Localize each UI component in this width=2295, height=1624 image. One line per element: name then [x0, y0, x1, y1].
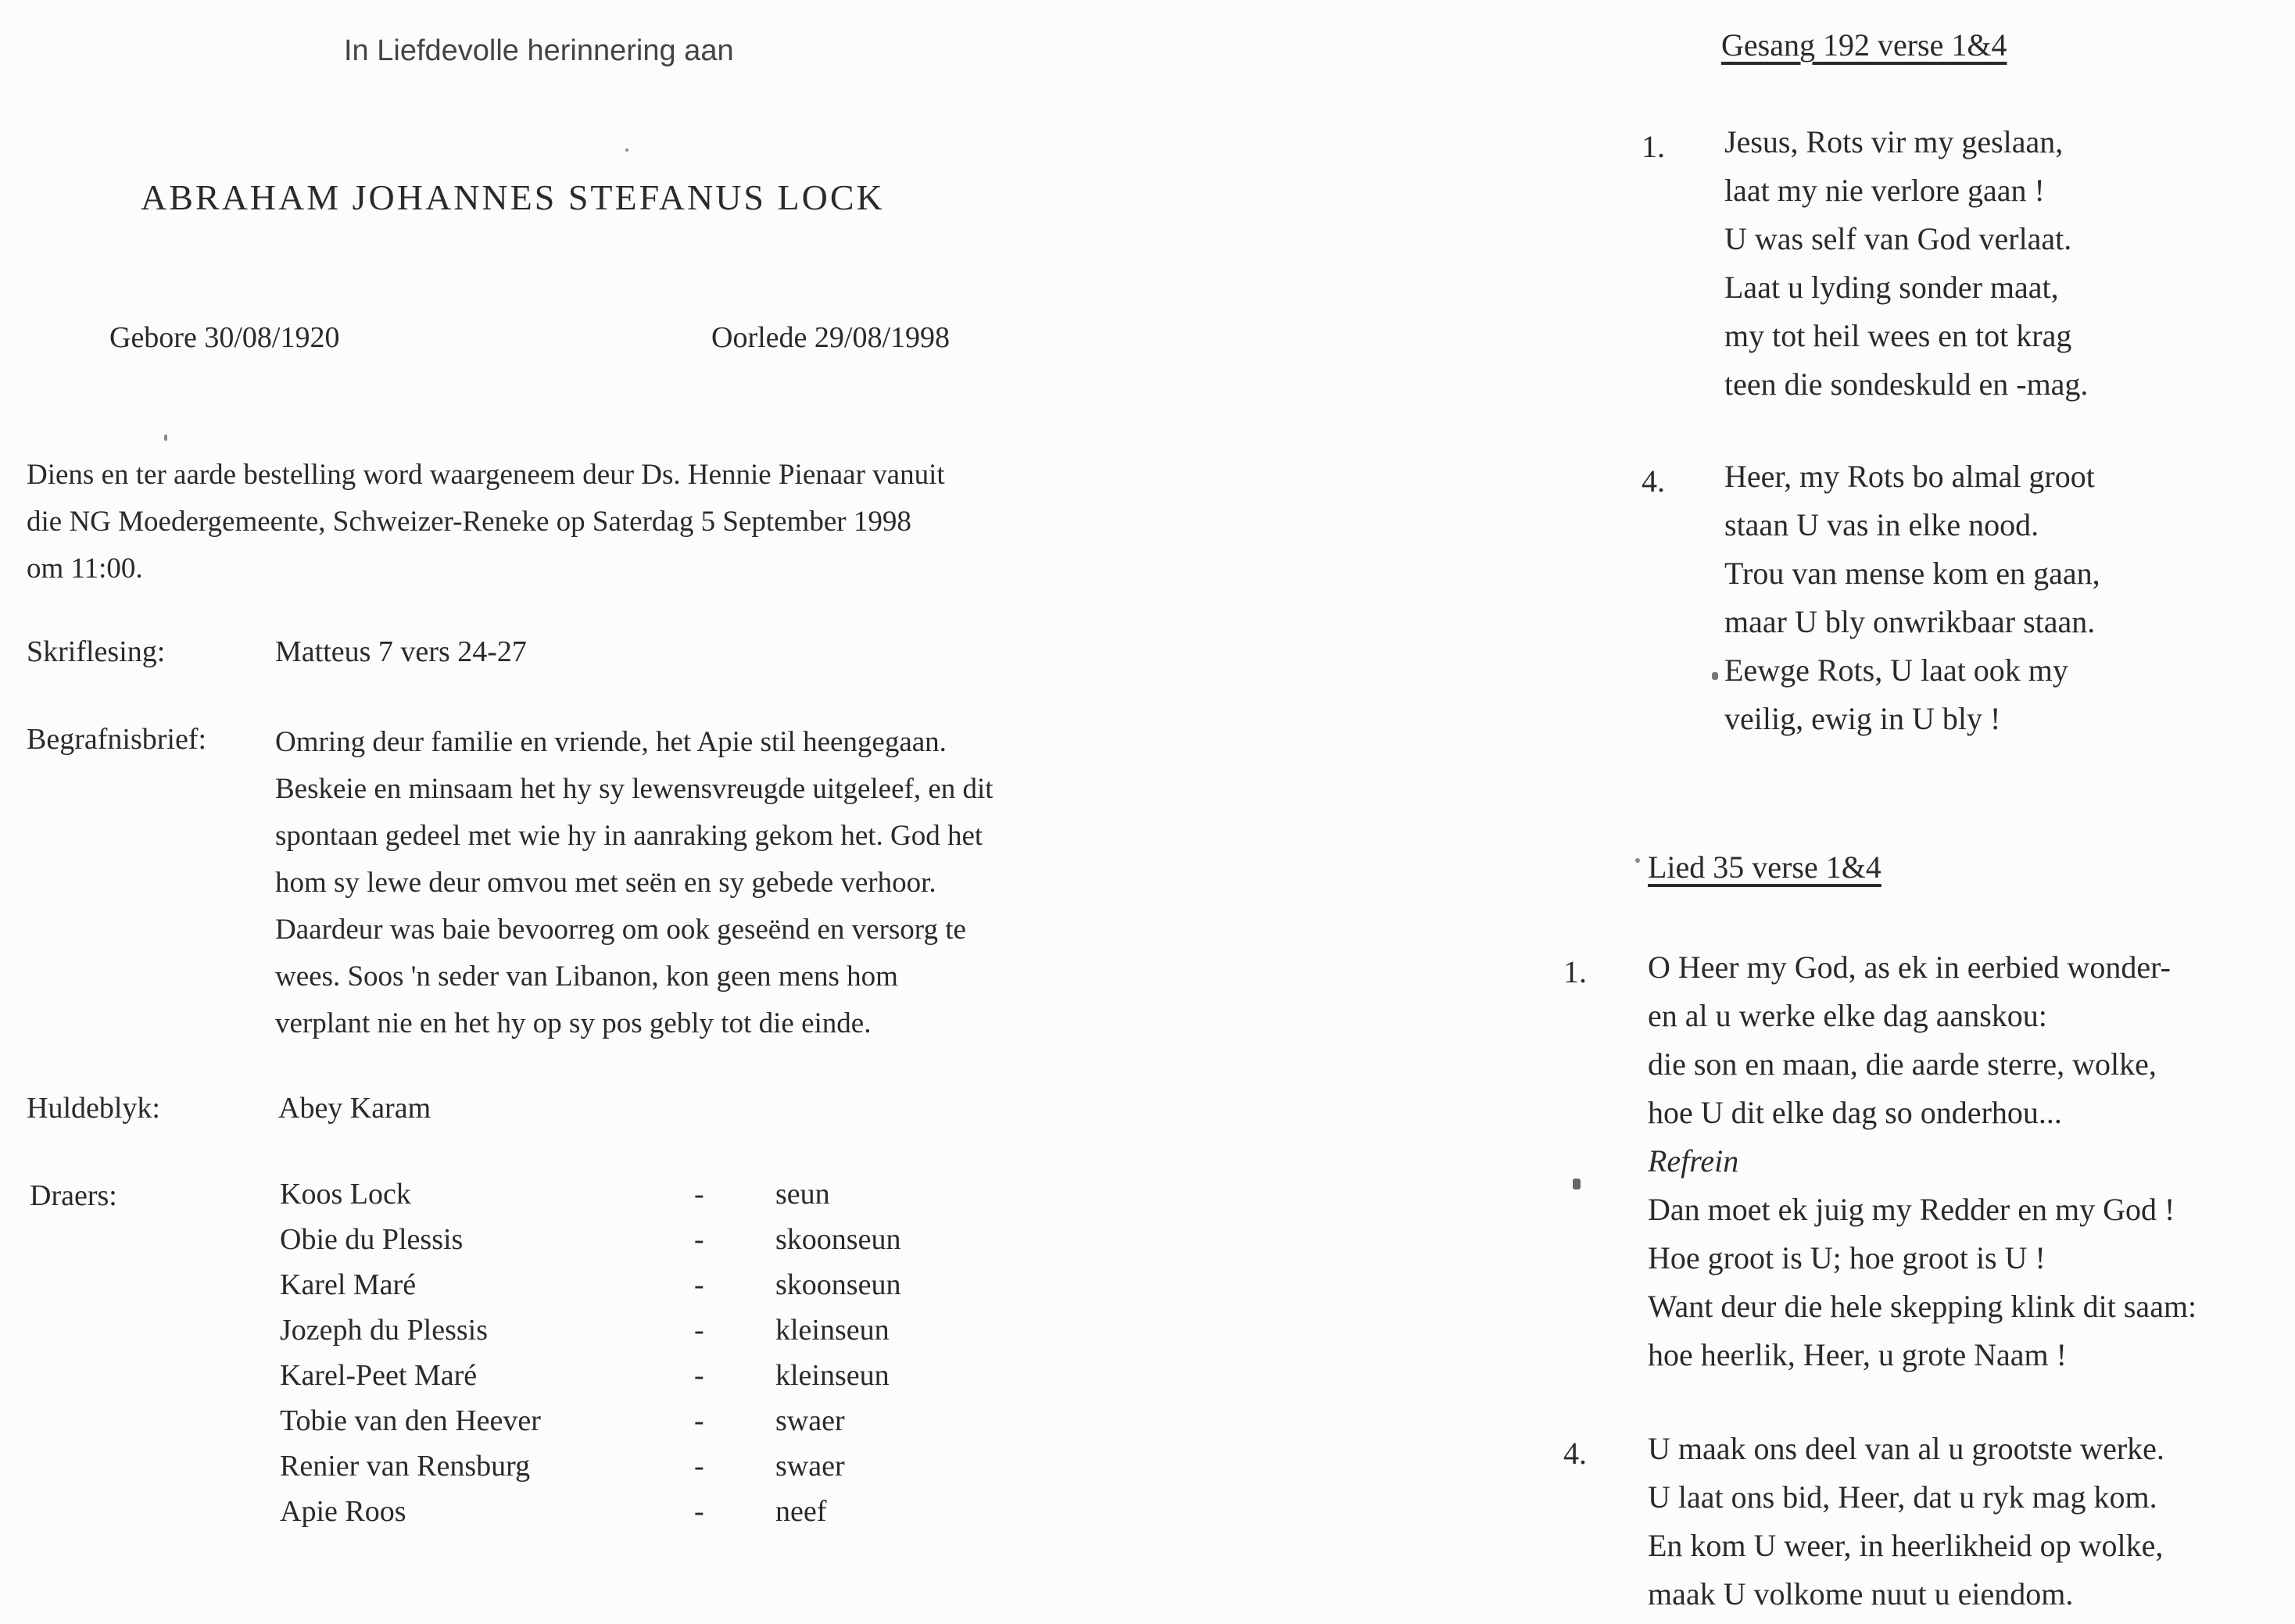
service-line: om 11:00.	[27, 553, 143, 585]
bearer-dash: -	[694, 1314, 704, 1347]
bearer-dash: -	[694, 1268, 704, 1301]
hymn2-verse1	[1648, 949, 2197, 1385]
memorial-header: In Liefdevolle herinnering aan	[344, 34, 734, 67]
verse-line: U laat ons bid, Heer, dat u ryk mag kom.	[1648, 1479, 2157, 1515]
bearer-relation: skoonseun	[775, 1268, 901, 1301]
scripture-value: Matteus 7 vers 24-27	[275, 635, 527, 668]
scan-speck	[1712, 672, 1718, 680]
letter-line: hom sy lewe deur omvou met seën en sy gebede verhoor.	[275, 867, 936, 899]
bearer-dash: -	[694, 1223, 704, 1256]
hymn1-verse4-number: 4.	[1642, 463, 1665, 499]
bearer-name: Koos Lock	[280, 1178, 411, 1211]
hymn1-title: Gesang 192 verse 1&4	[1721, 27, 2007, 63]
hymn2-verse1-number: 1.	[1563, 954, 1587, 989]
hymn2-verse4-number: 4.	[1563, 1436, 1587, 1471]
verse-line: U was self van God verlaat.	[1724, 221, 2072, 256]
death-date: Oorlede 29/08/1998	[711, 321, 951, 354]
verse-line: Eewge Rots, U laat ook my	[1724, 653, 2068, 688]
refrain-line: Want deur die hele skepping klink dit saam:	[1648, 1289, 2197, 1324]
verse-line: Jesus, Rots vir my geslaan,	[1724, 124, 2064, 159]
scan-speck	[164, 435, 167, 441]
bearer-name: Apie Roos	[280, 1495, 406, 1528]
service-details	[27, 452, 945, 592]
bearer-name: Renier van Rensburg	[280, 1450, 531, 1483]
hymn1-verse4	[1724, 458, 2100, 749]
bearer-name: Jozeph du Plessis	[280, 1314, 488, 1347]
bearer-dash: -	[694, 1359, 704, 1392]
verse-line: O Heer my God, as ek in eerbied wonder-	[1648, 950, 2171, 985]
verse-line: hoe U dit elke dag so onderhou...	[1648, 1095, 2062, 1130]
refrain-line: Hoe groot is U; hoe groot is U !	[1648, 1240, 2046, 1275]
bearer-dash: -	[694, 1404, 704, 1437]
verse-line: Heer, my Rots bo almal groot	[1724, 459, 2095, 494]
letter-line: spontaan gedeel met wie hy in aanraking gekom het. God het	[275, 820, 983, 852]
letter-label: Begrafnisbrief:	[27, 723, 207, 756]
letter-line: Omring deur familie en vriende, het Apie stil heengegaan.	[275, 726, 947, 758]
verse-line: Laat u lyding sonder maat,	[1724, 270, 2059, 305]
scan-speck	[1573, 1179, 1581, 1189]
scan-speck	[1635, 858, 1640, 863]
refrain-label: Refrein	[1648, 1143, 1739, 1179]
bearer-relation: kleinseun	[775, 1314, 890, 1347]
verse-line: my tot heil wees en tot krag	[1724, 318, 2072, 353]
refrain-line: hoe heerlik, Heer, u grote Naam !	[1648, 1337, 2067, 1372]
bearer-relation: swaer	[775, 1404, 845, 1437]
scan-speck	[625, 148, 628, 152]
birth-date: Gebore 30/08/1920	[109, 321, 340, 354]
verse-line: teen die sondeskuld en -mag.	[1724, 367, 2089, 402]
verse-line: veilig, ewig in U bly !	[1724, 701, 2001, 736]
bearer-relation: neef	[775, 1495, 827, 1528]
letter-line: Daardeur was baie bevoorreg om ook geseënd en versorg te	[275, 914, 966, 946]
verse-line: staan U vas in elke nood.	[1724, 507, 2039, 542]
verse-line: maak U volkome nuut u eiendom.	[1648, 1576, 2074, 1611]
bearer-relation: kleinseun	[775, 1359, 890, 1392]
refrain-line: Dan moet ek juig my Redder en my God !	[1648, 1192, 2175, 1227]
bearer-dash: -	[694, 1178, 704, 1211]
deceased-name: ABRAHAM JOHANNES STEFANUS LOCK	[141, 177, 885, 217]
bearer-name: Obie du Plessis	[280, 1223, 464, 1256]
bearer-relation: swaer	[775, 1450, 845, 1483]
letter-line: wees. Soos 'n seder van Libanon, kon geen mens hom	[275, 960, 898, 993]
left-page	[0, 0, 1141, 1618]
verse-line: en al u werke elke dag aanskou:	[1648, 998, 2047, 1033]
letter-line: verplant nie en het hy op sy pos gebly tot die einde.	[275, 1007, 872, 1039]
verse-line: maar U bly onwrikbaar staan.	[1724, 604, 2096, 639]
tribute-value: Abey Karam	[278, 1092, 431, 1125]
bearer-name: Tobie van den Heever	[280, 1404, 541, 1437]
hymn2-title: Lied 35 verse 1&4	[1648, 850, 1881, 885]
verse-line: Trou van mense kom en gaan,	[1724, 556, 2100, 591]
service-line: Diens en ter aarde bestelling word waargeneem deur Ds. Hennie Pienaar vanuit	[27, 459, 945, 491]
bearer-dash: -	[694, 1450, 704, 1483]
bearer-name: Karel-Peet Maré	[280, 1359, 478, 1392]
right-page	[1219, 0, 2295, 1618]
verse-line: En kom U weer, in heerlikheid op wolke,	[1648, 1528, 2164, 1563]
verse-line: die son en maan, die aarde sterre, wolke,	[1648, 1046, 2157, 1082]
service-line: die NG Moedergemeente, Schweizer-Reneke op Saterdag 5 September 1998	[27, 506, 911, 538]
bearer-name: Karel Maré	[280, 1268, 417, 1301]
letter-line: Beskeie en minsaam het hy sy lewensvreugde uitgeleef, en dit	[275, 773, 994, 805]
bearers-label: Draers:	[30, 1179, 117, 1212]
hymn1-verse1-number: 1.	[1642, 129, 1665, 164]
scripture-label: Skriflesing:	[27, 635, 166, 668]
tribute-label: Huldeblyk:	[27, 1092, 160, 1125]
hymn1-verse1	[1724, 123, 2088, 414]
funeral-letter	[275, 719, 994, 1047]
hymn2-verse4	[1648, 1430, 2164, 1624]
bearer-dash: -	[694, 1495, 704, 1528]
verse-line: U maak ons deel van al u grootste werke.	[1648, 1431, 2164, 1466]
bearer-relation: skoonseun	[775, 1223, 901, 1256]
bearer-relation: seun	[775, 1178, 830, 1211]
verse-line: laat my nie verlore gaan !	[1724, 173, 2045, 208]
